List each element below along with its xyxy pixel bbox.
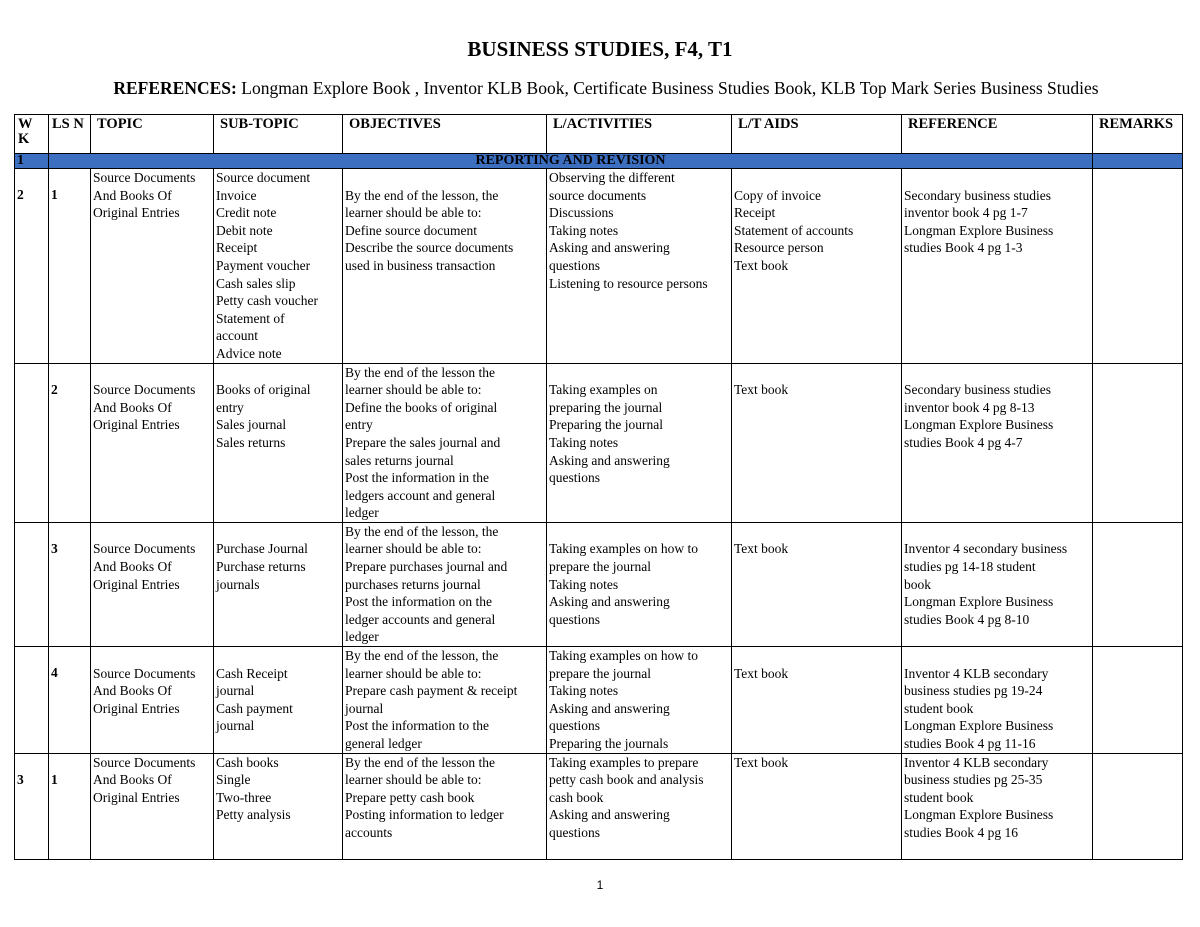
cell-line: Prepare petty cash book — [345, 789, 475, 805]
cell-line: By the end of the lesson, the — [345, 523, 499, 539]
cell-topic — [91, 169, 214, 364]
cell-line: sales returns journal — [345, 452, 454, 468]
cell-line — [904, 523, 1090, 541]
cell-line — [93, 523, 211, 541]
cell-reference — [902, 169, 1093, 364]
cell-line: business studies pg 19-24 — [904, 683, 1043, 699]
cell-line: Purchase Journal — [216, 541, 308, 557]
cell-line: studies Book 4 pg 11-16 — [904, 736, 1036, 751]
cell-line: questions — [549, 611, 601, 627]
cell-line: Original Entries — [93, 205, 180, 221]
cell-line: Source Documents — [93, 382, 196, 398]
cell-line: Source document — [216, 170, 311, 185]
cell-line: Preparing the journal — [549, 417, 663, 433]
cell-lsn — [49, 363, 91, 522]
cell-line: Text book — [734, 257, 789, 273]
cell-line: Receipt — [216, 240, 258, 256]
header-wk: W K — [15, 115, 49, 154]
cell-lsn — [49, 522, 91, 646]
cell-line: Inventor 4 KLB secondary — [904, 665, 1049, 681]
cell-line: Longman Explore Business — [904, 417, 1054, 433]
cell-line: Inventor 4 KLB secondary — [904, 754, 1049, 770]
banner-row — [15, 154, 1183, 169]
cell-line: book — [904, 576, 931, 592]
cell-objectives — [343, 363, 547, 522]
cell-line: Original Entries — [93, 576, 180, 592]
table-row — [15, 363, 1183, 522]
cell-line: Original Entries — [93, 789, 180, 805]
header-lsn: LS N — [49, 115, 91, 154]
cell-line: Text book — [734, 665, 789, 681]
cell-line — [93, 647, 211, 665]
table-row — [15, 169, 1183, 364]
cell-line: Asking and answering — [549, 452, 670, 468]
cell-aids — [732, 753, 902, 859]
cell-aids — [732, 647, 902, 754]
cell-line: Asking and answering — [549, 240, 670, 256]
cell-line: purchases returns journal — [345, 576, 481, 592]
cell-lsn — [49, 753, 91, 859]
cell-line: Payment voucher — [216, 257, 311, 273]
cell-line: cash book — [549, 789, 604, 805]
cell-line: preparing the journal — [549, 399, 663, 415]
cell-line: Text book — [734, 382, 789, 398]
header-subtopic: SUB-TOPIC — [214, 115, 343, 154]
cell-line: Resource person — [734, 240, 824, 256]
cell-line: Taking examples on — [549, 382, 658, 398]
banner-text: REPORTING AND REVISION — [49, 154, 1093, 169]
cell-reference — [902, 522, 1093, 646]
cell-line: 3 — [51, 540, 58, 556]
cell-line — [1095, 754, 1180, 772]
cell-line: journal — [216, 683, 255, 699]
cell-line: Copy of invoice — [734, 187, 821, 203]
cell-topic — [91, 753, 214, 859]
cell-line: Listening to resource persons — [549, 275, 708, 291]
cell-activities — [547, 647, 732, 754]
cell-line: Debit note — [216, 222, 273, 238]
header-objectives: OBJECTIVES — [343, 115, 547, 154]
cell-line: Longman Explore Business — [904, 594, 1054, 610]
cell-line: inventor book 4 pg 1-7 — [904, 205, 1028, 221]
cell-line: Cash books — [216, 754, 279, 770]
cell-line: ledger accounts and general — [345, 611, 496, 627]
cell-line — [17, 647, 46, 665]
cell-line: And Books Of — [93, 187, 172, 203]
cell-line: ledger — [345, 629, 379, 645]
cell-line: Taking examples on how to — [549, 648, 699, 664]
cell-line: And Books Of — [93, 399, 172, 415]
cell-line: Preparing the journals — [549, 736, 669, 751]
cell-aids — [732, 169, 902, 364]
cell-line: Taking notes — [549, 222, 619, 238]
cell-line: studies Book 4 pg 4-7 — [904, 434, 1023, 450]
cell-line: Statement of accounts — [734, 222, 854, 238]
cell-line: entry — [345, 417, 373, 433]
cell-line — [17, 364, 46, 382]
cell-line: Longman Explore Business — [904, 718, 1054, 734]
cell-line: general ledger — [345, 736, 422, 751]
cell-line: By the end of the lesson, the — [345, 648, 499, 664]
cell-line: Prepare the sales journal and — [345, 434, 501, 450]
cell-line: Taking notes — [549, 576, 619, 592]
cell-remarks — [1093, 169, 1183, 364]
scheme-of-work-table — [14, 114, 1183, 860]
table-row — [15, 753, 1183, 859]
banner-remarks — [1093, 154, 1183, 169]
cell-line: Sales journal — [216, 417, 287, 433]
cell-line — [734, 364, 899, 382]
cell-lsn — [49, 169, 91, 364]
cell-line — [1095, 647, 1180, 665]
cell-line: learner should be able to: — [345, 205, 482, 221]
table-row — [15, 647, 1183, 754]
cell-line: Source Documents — [93, 665, 196, 681]
cell-line: Taking examples on how to — [549, 541, 699, 557]
cell-line: By the end of the lesson the — [345, 754, 495, 770]
cell-activities — [547, 522, 732, 646]
header-remarks: REMARKS — [1093, 115, 1183, 154]
cell-reference — [902, 753, 1093, 859]
cell-line: Prepare purchases journal and — [345, 559, 508, 575]
cell-line — [549, 364, 729, 382]
cell-line: Two-three — [216, 789, 272, 805]
cell-line: Invoice — [216, 187, 257, 203]
cell-line — [345, 169, 544, 187]
cell-line: journal — [345, 700, 384, 716]
cell-line: ledger — [345, 505, 379, 521]
cell-line — [17, 523, 46, 541]
cell-line: prepare the journal — [549, 665, 651, 681]
cell-subtopic — [214, 522, 343, 646]
header-topic: TOPIC — [91, 115, 214, 154]
cell-line — [93, 364, 211, 382]
cell-line: questions — [549, 470, 601, 486]
cell-line: Secondary business studies — [904, 382, 1051, 398]
cell-line: studies Book 4 pg 1-3 — [904, 240, 1023, 256]
cell-line: entry — [216, 399, 244, 415]
cell-line: Define the books of original — [345, 399, 498, 415]
cell-topic — [91, 363, 214, 522]
cell-line — [549, 523, 729, 541]
cell-line: Inventor 4 secondary business — [904, 541, 1068, 557]
header-reference: REFERENCE — [902, 115, 1093, 154]
cell-wk — [15, 169, 49, 364]
cell-line: Prepare cash payment & receipt — [345, 683, 518, 699]
cell-line: And Books Of — [93, 683, 172, 699]
cell-line: Taking notes — [549, 434, 619, 450]
cell-line: Secondary business studies — [904, 187, 1051, 203]
cell-line: source documents — [549, 187, 647, 203]
cell-line: studies pg 14-18 student — [904, 559, 1036, 575]
cell-lsn — [49, 647, 91, 754]
banner-week: 1 — [15, 154, 49, 169]
cell-line: petty cash book and analysis — [549, 772, 704, 788]
cell-line: Text book — [734, 541, 789, 557]
cell-line: prepare the journal — [549, 559, 651, 575]
cell-remarks — [1093, 363, 1183, 522]
cell-line: Post the information to the — [345, 718, 489, 734]
cell-line — [216, 523, 340, 541]
cell-line: Sales returns — [216, 434, 286, 450]
cell-line: Asking and answering — [549, 807, 670, 823]
cell-line: Discussions — [549, 205, 614, 221]
cell-line: And Books Of — [93, 772, 172, 788]
cell-line: Posting information to ledger — [345, 807, 504, 823]
table-header-row — [15, 115, 1183, 154]
cell-line: Purchase returns — [216, 559, 306, 575]
cell-wk — [15, 753, 49, 859]
cell-line — [1095, 169, 1180, 187]
cell-line: Petty cash voucher — [216, 293, 318, 309]
cell-aids — [732, 522, 902, 646]
cell-line: studies Book 4 pg 16 — [904, 824, 1019, 840]
cell-line: learner should be able to: — [345, 665, 482, 681]
cell-line: Advice note — [216, 345, 282, 361]
cell-objectives — [343, 169, 547, 364]
cell-line: learner should be able to: — [345, 541, 482, 557]
cell-line: 1 — [51, 187, 58, 202]
cell-objectives — [343, 522, 547, 646]
cell-line — [216, 647, 340, 665]
cell-line: By the end of the lesson the — [345, 364, 495, 380]
cell-line: Post the information on the — [345, 594, 492, 610]
cell-remarks — [1093, 647, 1183, 754]
cell-line: Original Entries — [93, 700, 180, 716]
cell-line: questions — [549, 257, 601, 273]
cell-line: journals — [216, 576, 260, 592]
cell-line: learner should be able to: — [345, 772, 482, 788]
cell-line: account — [216, 328, 258, 344]
cell-objectives — [343, 647, 547, 754]
cell-wk — [15, 363, 49, 522]
cell-line: Petty analysis — [216, 807, 291, 823]
cell-line: inventor book 4 pg 8-13 — [904, 399, 1035, 415]
table-body — [15, 169, 1183, 860]
cell-reference — [902, 363, 1093, 522]
cell-line: Source Documents — [93, 541, 196, 557]
cell-line: questions — [549, 718, 601, 734]
cell-line: 3 — [17, 771, 24, 787]
cell-line — [904, 364, 1090, 382]
cell-line: learner should be able to: — [345, 382, 482, 398]
cell-line: And Books Of — [93, 559, 172, 575]
cell-subtopic — [214, 363, 343, 522]
cell-line: used in business transaction — [345, 257, 496, 273]
cell-line: Asking and answering — [549, 700, 670, 716]
cell-line: 4 — [51, 665, 58, 681]
cell-line: student book — [904, 789, 974, 805]
cell-activities — [547, 753, 732, 859]
cell-line: Observing the different — [549, 170, 675, 185]
cell-line: Source Documents — [93, 170, 196, 185]
cell-line: 2 — [17, 187, 24, 202]
cell-subtopic — [214, 647, 343, 754]
references-text: Longman Explore Book , Inventor KLB Book, Certificate Business Studies Book, KLB Top Mark Series Business Studies — [236, 78, 1099, 98]
cell-subtopic — [214, 753, 343, 859]
cell-remarks — [1093, 753, 1183, 859]
cell-line: By the end of the lesson, the — [345, 187, 499, 203]
cell-line: Cash payment — [216, 700, 293, 716]
cell-line — [734, 523, 899, 541]
cell-line: Taking examples to prepare — [549, 754, 699, 770]
cell-line: student book — [904, 700, 974, 716]
cell-line: Single — [216, 772, 251, 788]
cell-line: Original Entries — [93, 417, 180, 433]
cell-line: 1 — [51, 771, 58, 787]
cell-activities — [547, 169, 732, 364]
cell-line — [734, 169, 899, 187]
cell-line: Asking and answering — [549, 594, 670, 610]
cell-line — [904, 169, 1090, 187]
document-title: BUSINESS STUDIES, F4, T1 — [467, 37, 733, 61]
cell-objectives — [343, 753, 547, 859]
cell-line — [1095, 523, 1180, 541]
cell-line: Statement of — [216, 310, 285, 326]
cell-subtopic — [214, 169, 343, 364]
cell-line: accounts — [345, 824, 393, 840]
cell-aids — [732, 363, 902, 522]
header-activities: L/ACTIVITIES — [547, 115, 732, 154]
cell-line: Text book — [734, 754, 789, 770]
cell-line: Books of original — [216, 382, 311, 398]
cell-line: Cash sales slip — [216, 275, 296, 291]
cell-line: journal — [216, 718, 255, 734]
cell-line — [216, 364, 340, 382]
cell-line — [904, 647, 1090, 665]
cell-remarks — [1093, 522, 1183, 646]
cell-line: questions — [549, 824, 601, 840]
cell-line: Taking notes — [549, 683, 619, 699]
cell-activities — [547, 363, 732, 522]
cell-line: Credit note — [216, 205, 277, 221]
page-number: 1 — [596, 878, 604, 892]
cell-wk — [15, 522, 49, 646]
header-aids: L/T AIDS — [732, 115, 902, 154]
references-line — [0, 77, 1200, 99]
cell-line: Receipt — [734, 205, 776, 221]
cell-line: Describe the source documents — [345, 240, 514, 256]
cell-topic — [91, 647, 214, 754]
cell-wk — [15, 647, 49, 754]
cell-line: Longman Explore Business — [904, 807, 1054, 823]
table-row — [15, 522, 1183, 646]
cell-line: 2 — [51, 381, 58, 397]
cell-line: ledgers account and general — [345, 487, 496, 503]
cell-reference — [902, 647, 1093, 754]
cell-line: Define source document — [345, 222, 477, 238]
cell-line: Longman Explore Business — [904, 222, 1054, 238]
cell-line: studies Book 4 pg 8-10 — [904, 611, 1030, 627]
references-label: REFERENCES: — [113, 78, 237, 98]
cell-line: business studies pg 25-35 — [904, 772, 1043, 788]
cell-line: Cash Receipt — [216, 665, 288, 681]
cell-line: Source Documents — [93, 754, 196, 770]
cell-line — [1095, 364, 1180, 382]
cell-line — [734, 647, 899, 665]
cell-topic — [91, 522, 214, 646]
cell-line: Post the information in the — [345, 470, 489, 486]
